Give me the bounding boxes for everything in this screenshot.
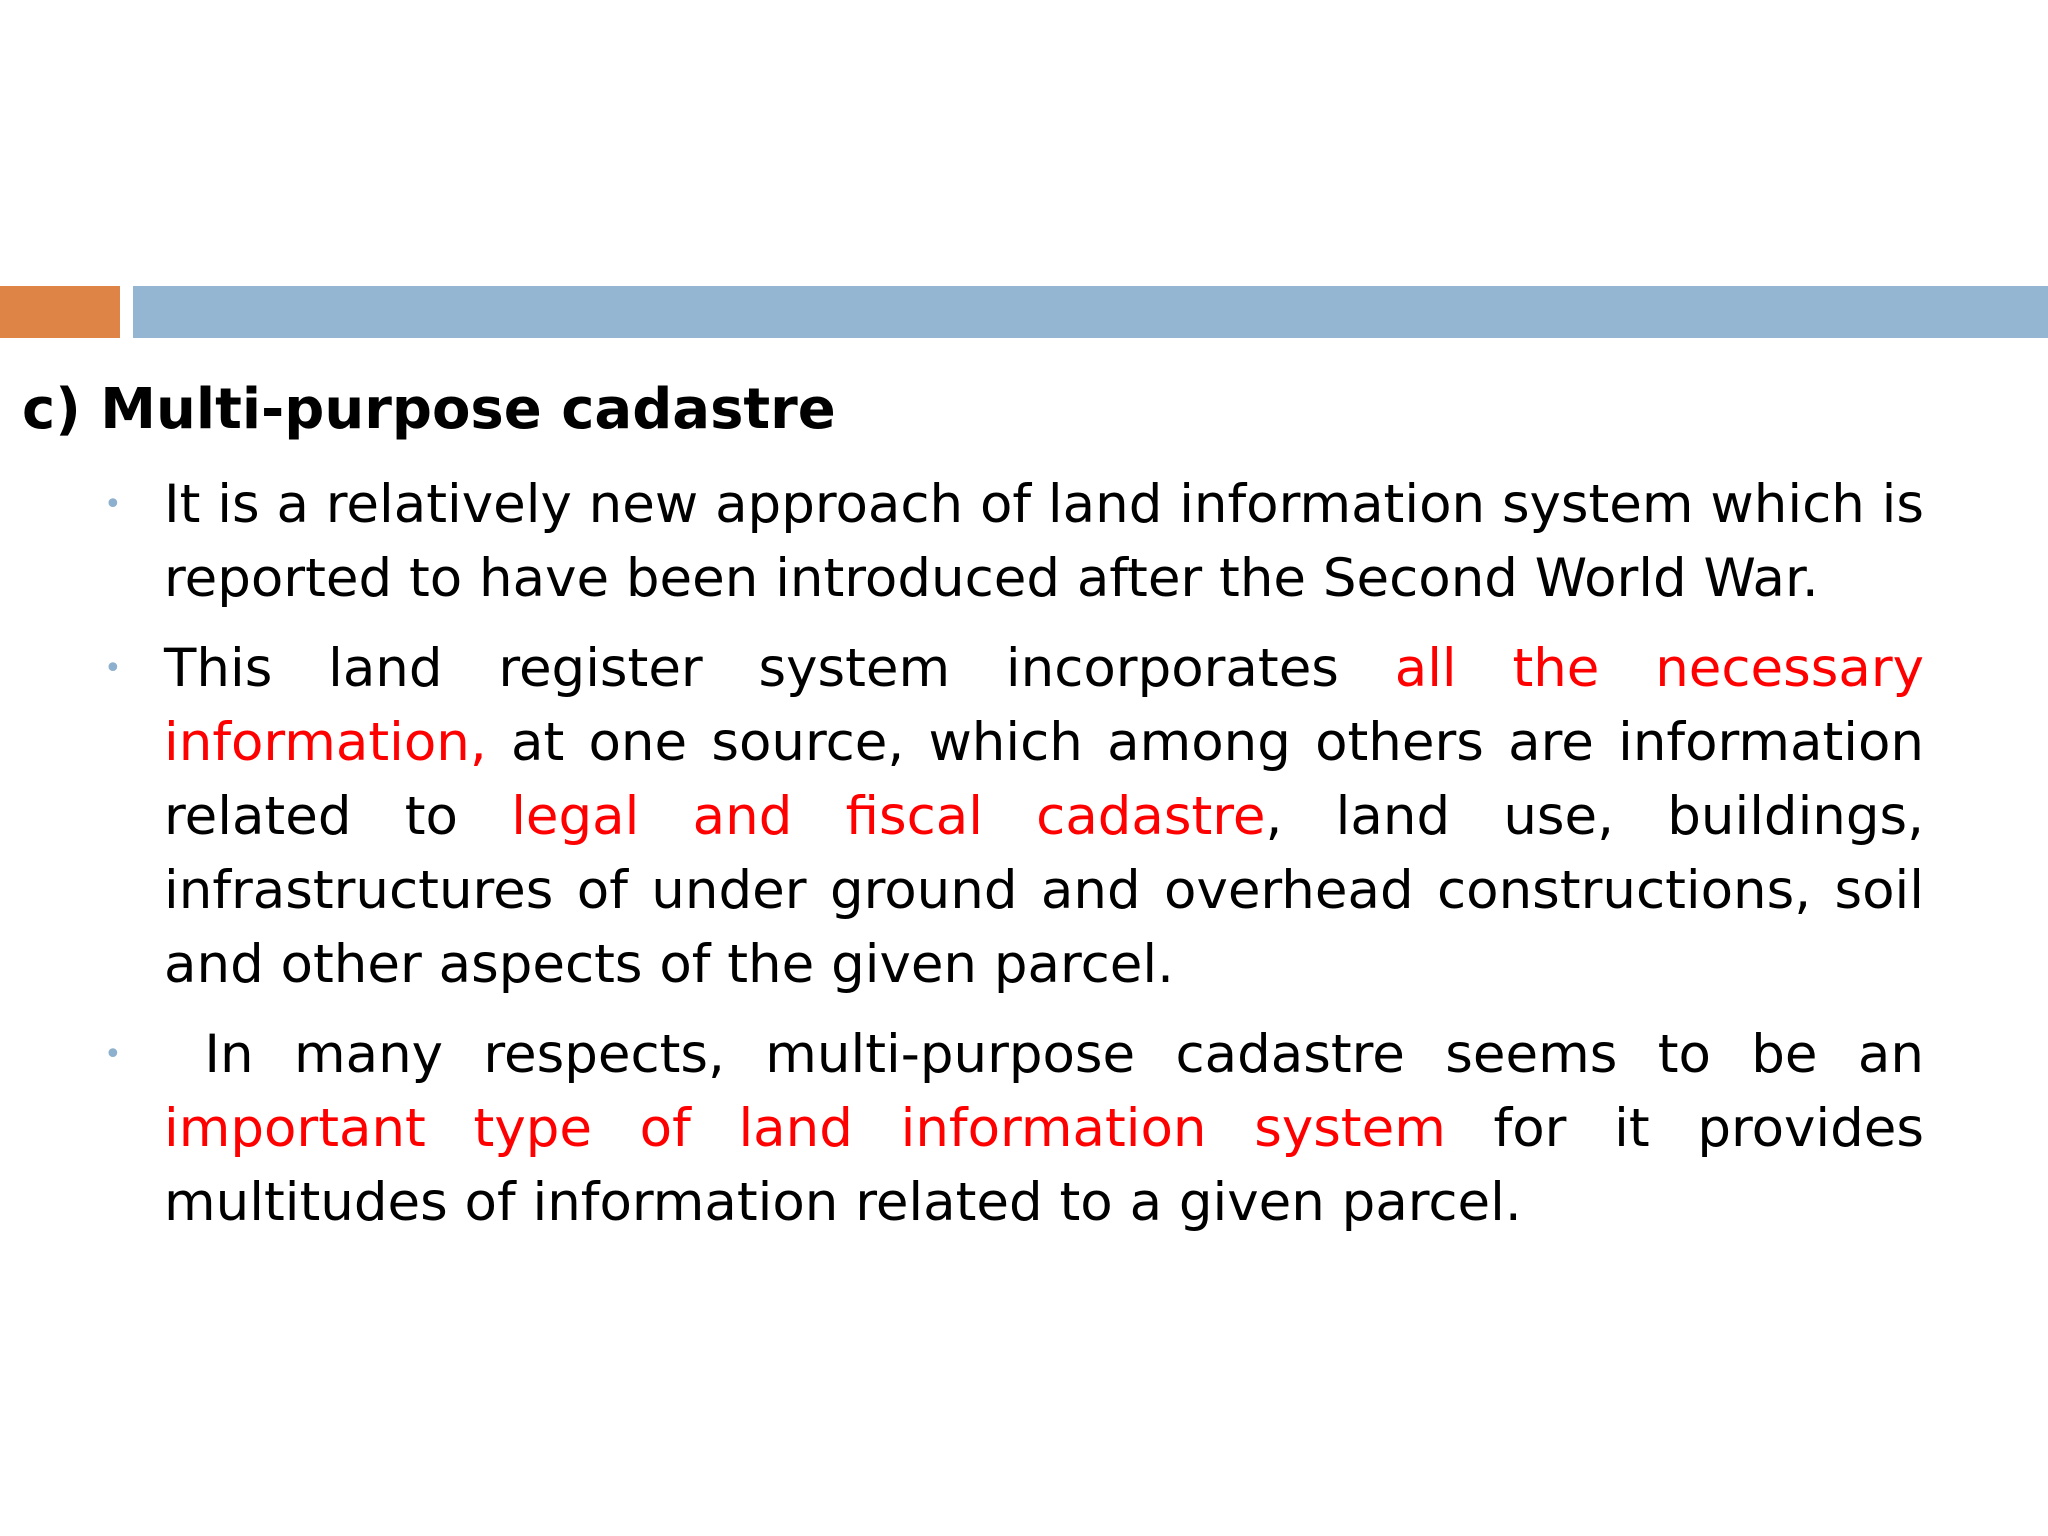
slide-title: c) Multi-purpose cadastre [22,377,836,442]
bullet-text [164,468,1924,616]
bullet-item [100,468,1924,616]
accent-bar-blue [133,286,2048,338]
highlighted-text-segment: all the necessary information, [164,638,1925,773]
bullet-text-segment: This land register system incorporates [164,638,1395,699]
bullet-dot-icon: • [104,651,122,686]
bullet-item [100,1018,1941,1240]
highlighted-text-segment: important type of land information system [164,1098,1446,1159]
bullet-text [164,632,1924,1002]
bullet-dot-icon: • [104,1037,122,1072]
bullet-text [164,1018,1941,1240]
bullet-dot-icon: • [104,487,122,522]
bullet-text-segment: In many respects, multi-purpose cadastre seems to be an [164,1024,1941,1085]
bullet-text-segment: , land use, buildings, infrastructures of under ground and overhead constructions, soil and other aspects of the given parcel. [164,786,1924,995]
bullet-text-segment: at one source, which among others are information related to [164,712,1924,847]
bullet-list [100,468,1941,1256]
bullet-text-segment: It is a relatively new approach of land information system which is reported to have been introduced after the Second World War. [164,474,1924,609]
highlighted-text-segment: legal and fiscal cadastre [511,786,1266,847]
bullet-item [100,632,1924,1002]
bullet-text-segment: for it provides multitudes of information related to a given parcel. [164,1098,1924,1233]
accent-bar-orange [0,286,120,338]
